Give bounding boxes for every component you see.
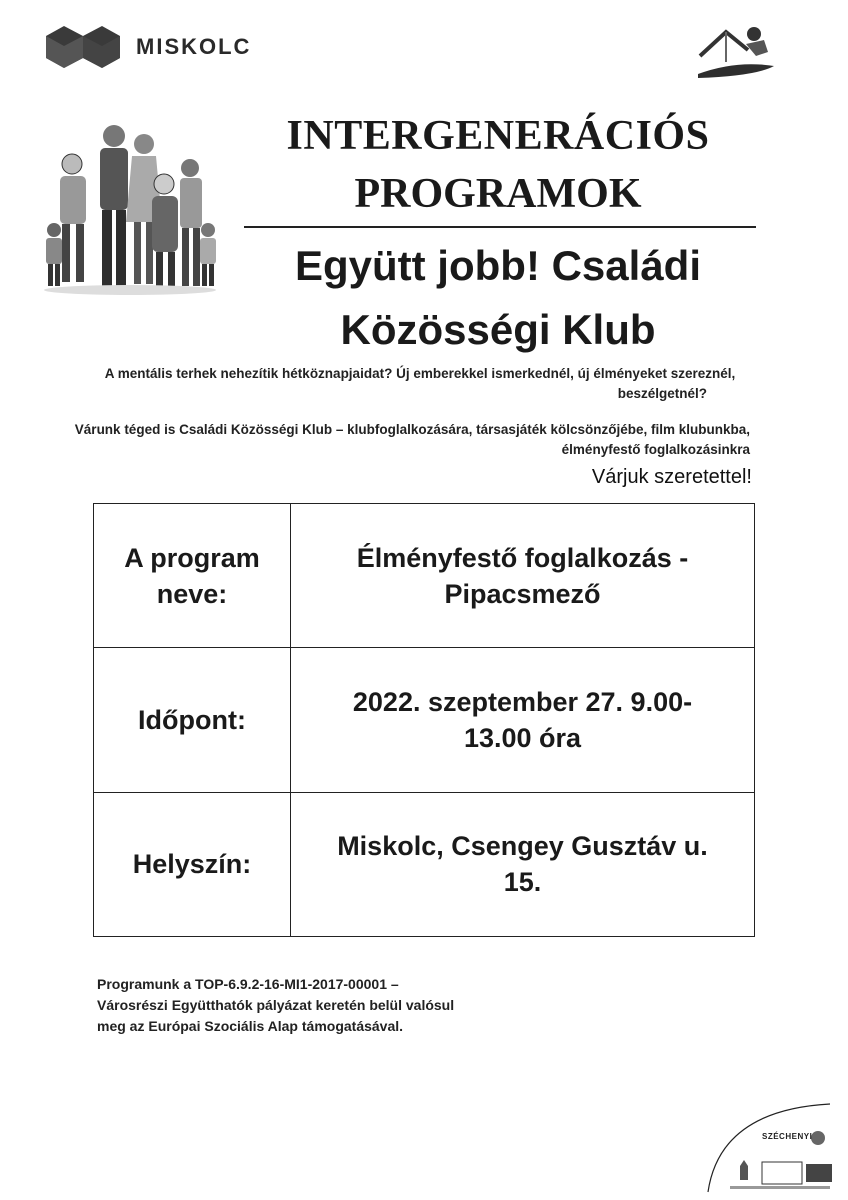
label-line: Helyszín: <box>132 849 252 880</box>
family-illustration-icon <box>40 112 220 302</box>
intro-question-line-1: A mentális terhek nehezítik hétköznapjaidat? Új emberekkel ismerkednél, új élményeket szereznél, <box>104 366 736 381</box>
value-line: 13.00 óra <box>463 722 582 753</box>
title-line-1: INTERGENERÁCIÓS <box>286 113 710 159</box>
intro-question-line-2: beszélgetnél? <box>617 386 707 401</box>
location-value <box>291 792 755 936</box>
table-row <box>94 504 755 648</box>
table-row <box>94 792 755 936</box>
welcome-text: Várjuk szeretettel! <box>591 466 752 488</box>
funding-note <box>97 974 567 1037</box>
value-line: Élményfestő foglalkozás - <box>356 542 689 573</box>
label-line: A program <box>124 542 260 573</box>
szechenyi-emblem <box>700 1100 840 1195</box>
value-line: Pipacsmező <box>444 578 601 609</box>
program-info-table <box>93 503 755 937</box>
subtitle-line-2: Közösségi Klub <box>340 306 656 353</box>
location-label <box>94 792 291 936</box>
label-line: Időpont: <box>138 704 246 735</box>
program-name-label <box>94 504 291 648</box>
title-line-2: PROGRAMOK <box>354 171 642 217</box>
subtitle-line-1: Együtt jobb! Családi <box>294 242 701 289</box>
value-line: 2022. szeptember 27. 9.00- <box>352 686 693 717</box>
value-line: 15. <box>503 867 542 898</box>
family-house-logo-icon <box>696 22 776 80</box>
szechenyi-arc-icon <box>700 1100 840 1195</box>
szechenyi-label: SZÉCHENYI <box>762 1132 813 1141</box>
label-line: neve: <box>156 578 228 609</box>
intro-invite-line-1: Várunk téged is Családi Közösségi Klub – klubfoglalkozására, társasjáték kölcsönzőjébe, film klubunkba, <box>74 422 750 437</box>
brand-name: MISKOLC <box>136 34 252 59</box>
title-divider <box>244 226 756 228</box>
miskolc-logo-icon <box>44 22 122 72</box>
value-line: Miskolc, Csengey Gusztáv u. <box>337 831 708 862</box>
funding-line: Programunk a TOP-6.9.2-16-MI1-2017-00001 – <box>97 976 399 992</box>
time-value <box>291 648 755 792</box>
table-row <box>94 648 755 792</box>
funding-line: Városrészi Együtthatók pályázat keretén belül valósul <box>97 997 455 1013</box>
time-label <box>94 648 291 792</box>
funding-line: meg az Európai Szociális Alap támogatásával. <box>97 1018 404 1034</box>
intro-invite-line-2: élményfestő foglalkozásinkra <box>561 442 750 457</box>
program-name-value <box>291 504 755 648</box>
